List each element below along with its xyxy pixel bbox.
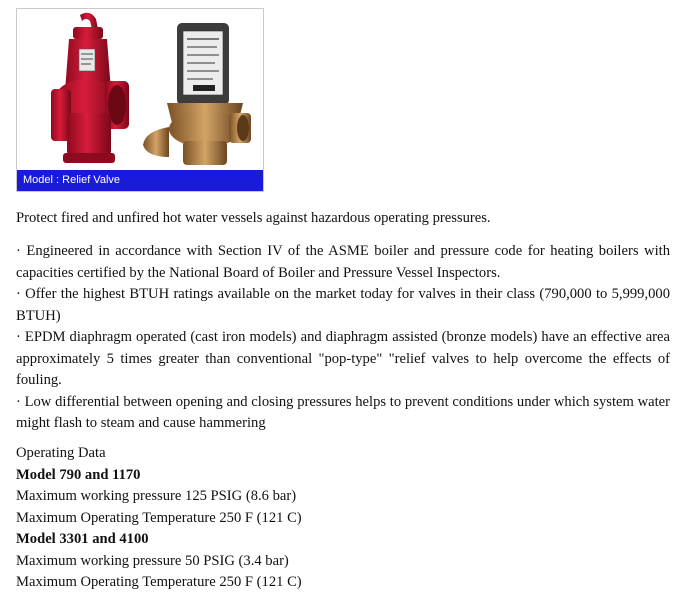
pressure-spec: Maximum working pressure 125 PSIG (8.6 bar) [16,488,297,504]
bronze-relief-valve [143,23,251,165]
operating-data [16,443,670,594]
model-heading: Model 790 and 1170 [16,466,141,483]
product-image-card [16,8,264,192]
intro-text: Protect fired and unfired hot water vessels against hazardous operating pressures. [16,210,491,226]
feature-list [16,241,670,435]
feature-bullet: · Offer the highest BTUH ratings available on the market today for valves in their class (790,000 to 5,999,000 BTUH) [16,286,670,324]
product-caption: Model : Relief Valve [17,170,263,191]
red-relief-valve [51,13,129,163]
relief-valves-photo [17,9,263,171]
operating-data-heading: Operating Data [16,445,106,461]
pressure-spec: Maximum working pressure 50 PSIG (3.4 bar) [16,552,289,569]
feature-bullet: · Low differential between opening and closing pressures helps to prevent conditions under which system water might flash to steam and cause hammering [16,393,670,431]
temperature-spec: Maximum Operating Temperature 250 F (121 C) [16,509,302,526]
feature-bullet: · Engineered in accordance with Section IV of the ASME boiler and pressure code for heating boilers with capacities certified by the National Board of Boiler and Pressure Vessel Inspectors. [16,243,670,281]
feature-bullet: · EPDM diaphragm operated (cast iron models) and diaphragm assisted (bronze models) have an effective area approximately 5 times greater than conventional "pop-type" "relief valves to help overcome the effects of fouling. [16,329,670,388]
model-heading: Model 3301 and 4100 [16,531,149,547]
temperature-spec: Maximum Operating Temperature 250 F (121 C) [16,574,302,590]
